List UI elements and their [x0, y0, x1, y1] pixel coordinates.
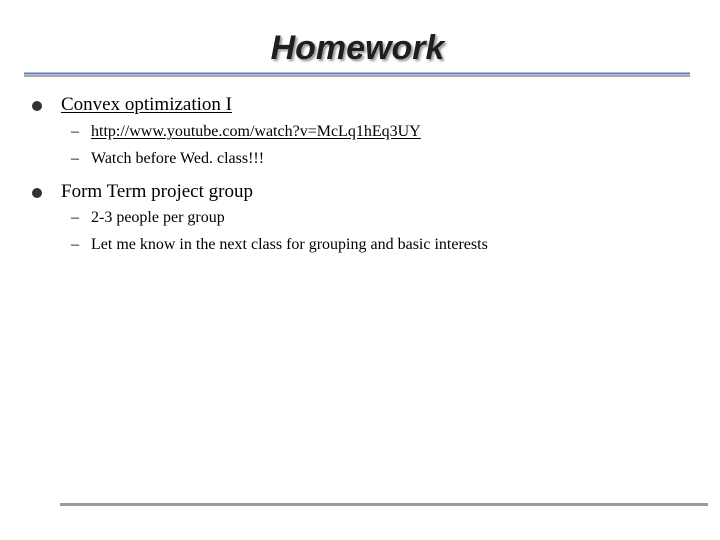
sub-bullet-item [71, 122, 421, 142]
sub-bullet-item [71, 208, 225, 228]
sub-bullet-item [71, 149, 264, 169]
youtube-link[interactable]: http://www.youtube.com/watch?v=McLq1hEq3UY [91, 123, 421, 140]
sub-bullet-item [71, 235, 488, 255]
sub-bullet-text: Let me know in the next class for grouping and basic interests [91, 236, 488, 253]
dash-icon: – [71, 123, 79, 140]
dash-icon: – [71, 236, 79, 253]
bullet-text: Form Term project group [61, 181, 253, 202]
bullet-dot-icon [32, 188, 42, 198]
sub-bullet-text: 2-3 people per group [91, 209, 225, 226]
sub-bullet-text: Watch before Wed. class!!! [91, 150, 265, 167]
bullet-dot-icon [32, 101, 42, 111]
footer-rule [60, 503, 708, 506]
dash-icon: – [71, 209, 79, 226]
convex-optimization-link[interactable]: Convex optimization I [61, 94, 232, 115]
dash-icon: – [71, 150, 79, 167]
slide-title: Homework [270, 29, 445, 67]
title-underline [24, 72, 690, 78]
